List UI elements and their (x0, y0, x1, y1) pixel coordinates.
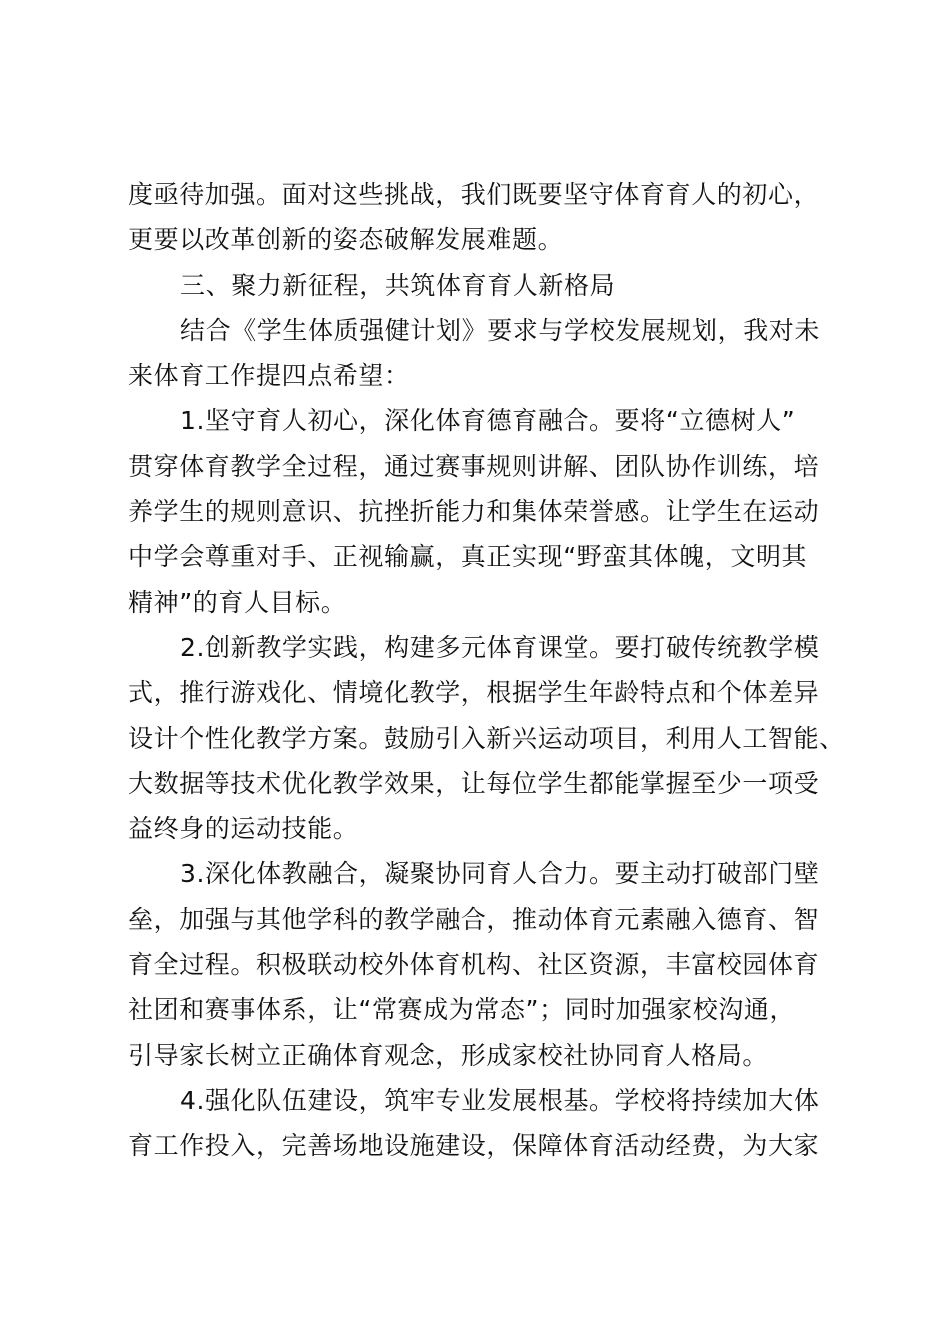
text-line: 2.创新教学实践，构建多元体育课堂。要打破传统教学模 (180, 632, 820, 662)
text-line: 育工作投入，完善场地设施建设，保障体育活动经费，为大家 (128, 1131, 820, 1161)
text-line: 养学生的规则意识、抗挫折能力和集体荣誉感。让学生在运动 (128, 497, 820, 527)
text-line: 垒，加强与其他学科的教学融合，推动体育元素融入德育、智 (128, 904, 820, 934)
text-line: 更要以改革创新的姿态破解发展难题。 (128, 225, 564, 255)
text-line: 3.深化体教融合，凝聚协同育人合力。要主动打破部门壁 (180, 859, 820, 889)
text-line: 三、聚力新征程，共筑体育育人新格局 (180, 270, 616, 300)
text-line: 社团和赛事体系，让“常赛成为常态”；同时加强家校沟通， (128, 995, 796, 1025)
text-line: 4.强化队伍建设，筑牢专业发展根基。学校将持续加大体 (180, 1085, 820, 1115)
text-line: 中学会尊重对手、正视输赢，真正实现“野蛮其体魄，文明其 (128, 542, 808, 572)
text-line: 结合《学生体质强健计划》要求与学校发展规划，我对未 (180, 315, 821, 345)
text-line: 设计个性化教学方案。鼓励引入新兴运动项目，利用人工智能、 (128, 723, 845, 753)
text-line: 贯穿体育教学全过程，通过赛事规则讲解、团队协作训练，培 (128, 451, 820, 481)
text-line: 来体育工作提四点希望： (128, 361, 410, 391)
text-line: 精神”的育人目标。 (128, 587, 347, 617)
text-line: 度亟待加强。面对这些挑战，我们既要坚守体育育人的初心， (128, 180, 820, 209)
text-line: 引导家长树立正确体育观念，形成家校社协同育人格局。 (128, 1040, 769, 1070)
document-body (128, 172, 845, 1169)
text-line: 大数据等技术优化教学效果，让每位学生都能掌握至少一项受 (128, 768, 820, 798)
text-line: 益终身的运动技能。 (128, 814, 359, 844)
text-line: 式，推行游戏化、情境化教学，根据学生年龄特点和个体差异 (128, 678, 820, 708)
text-line: 育全过程。积极联动校外体育机构、社区资源，丰富校园体育 (128, 950, 820, 980)
text-line: 1.坚守育人初心，深化体育德育融合。要将“立德树人” (180, 406, 796, 436)
